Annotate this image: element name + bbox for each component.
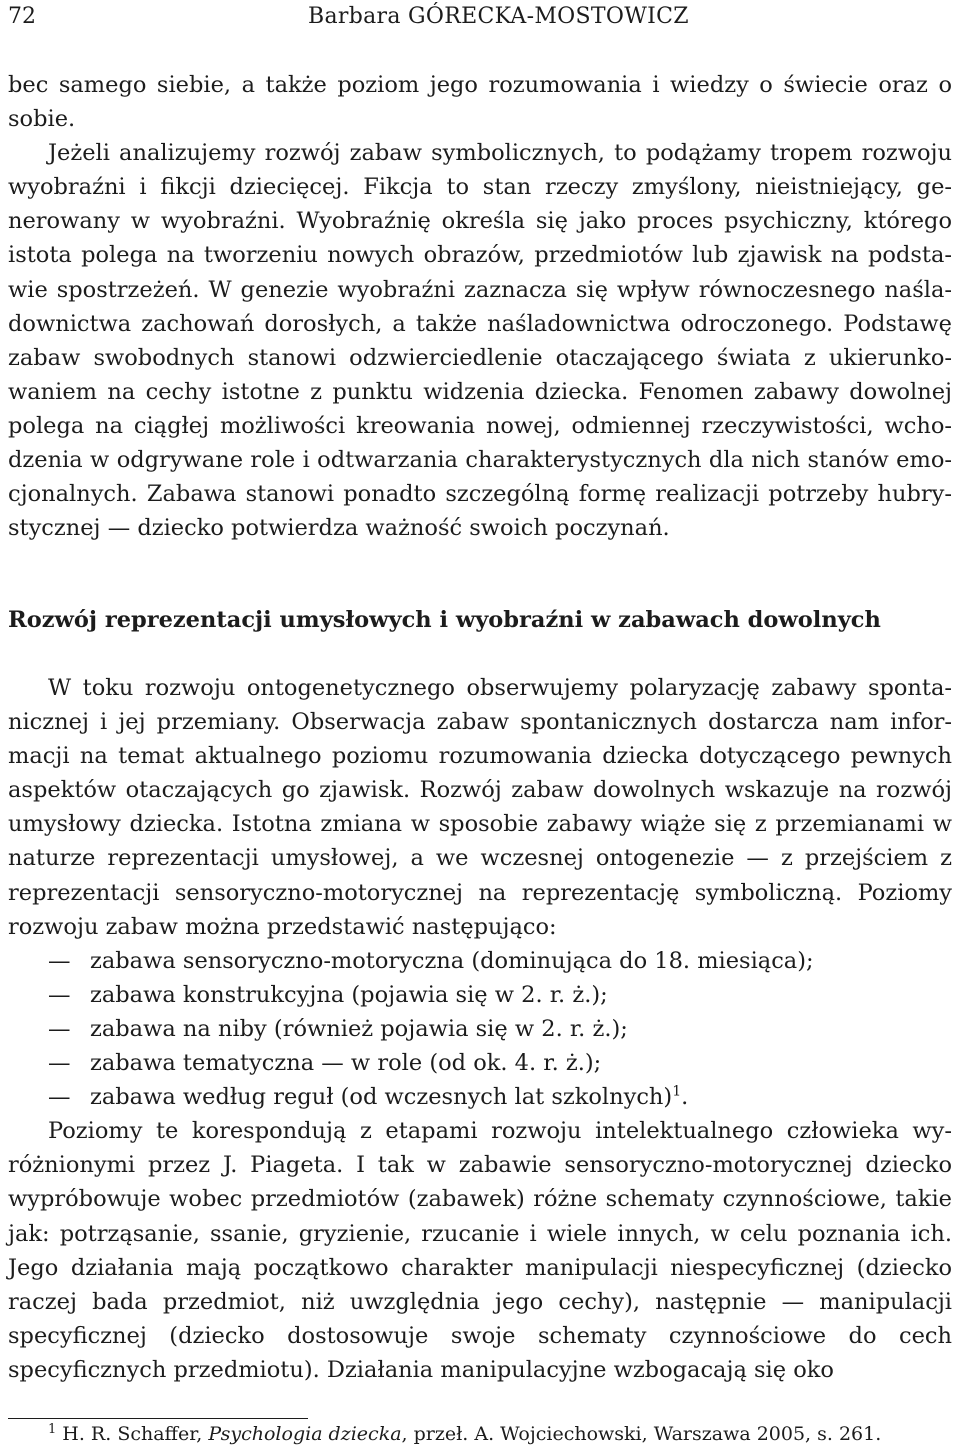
list-dash: — bbox=[48, 1050, 71, 1077]
list-dash: — bbox=[48, 981, 71, 1008]
footnote-text-before: H. R. Schaffer, bbox=[62, 1423, 209, 1445]
text-block-upper bbox=[8, 68, 952, 545]
play-levels-list bbox=[8, 944, 952, 1114]
list-item bbox=[8, 944, 952, 978]
section-heading: Rozwój reprezentacji umysłowych i wyobraźni w zabawach dowolnych bbox=[8, 607, 881, 633]
page-number: 72 bbox=[8, 4, 36, 29]
list-item-text: zabawa na niby (również pojawia się w 2. r. ż.); bbox=[90, 1015, 628, 1042]
list-item bbox=[8, 978, 952, 1012]
list-item bbox=[8, 1046, 952, 1080]
list-dash: — bbox=[48, 1015, 71, 1042]
list-item bbox=[8, 1012, 952, 1046]
list-item-text: zabawa według reguł (od wczesnych lat szkolnych) bbox=[90, 1084, 673, 1111]
list-dash: — bbox=[48, 947, 71, 974]
text-block-lower bbox=[8, 671, 952, 1387]
running-head bbox=[8, 4, 952, 34]
paragraph-piaget: Poziomy te korespondują z etapami rozwoju intelektualnego człowieka wyróżnionymi przez J. Piageta. I tak w zabawie sensoryczno-motorycznej dziecko wypróbowuje wobec przedmiotów (zabawek) różne schematy czynnościowe, takie jak: potrząsanie, ssanie, gryzienie, rzucanie i wiele innych, w celu poznania ich. Jego działania mają początkowo charakter manipulacji niespecyficznej (dziecko raczej bada przedmiot, niż uwzględnia jego cechy), następnie — manipulacji specyficznej (dziecko dostosowuje swoje schematy czynnościowe do cech specyficznych przedmiotu). Działania manipulacyjne wzbogacają się oko bbox=[8, 1118, 952, 1383]
footnote-mark: 1 bbox=[48, 1421, 57, 1437]
list-item bbox=[8, 1080, 952, 1114]
footnote-reference[interactable]: 1 bbox=[672, 1083, 682, 1100]
list-item-text: zabawa konstrukcyjna (pojawia się w 2. r. ż.); bbox=[90, 981, 608, 1008]
footnote bbox=[8, 1421, 952, 1447]
footnote-divider bbox=[8, 1418, 308, 1419]
list-dash: — bbox=[48, 1084, 71, 1111]
list-item-text: zabawa tematyczna — w role (od ok. 4. r. ż.); bbox=[90, 1050, 602, 1077]
paragraph-imagination: Jeżeli analizujemy rozwój zabaw symbolicznych, to podążamy tropem rozwoju wyobraźni i fikcji dziecięcej. Fikcja to stan rzeczy zmyślony, nieistniejący, generowany w wyobraźni. Wyobraźnię określa się jako proces psychiczny, którego istota polega na tworzeniu nowych obrazów, przedmiotów lub zjawisk na podstawie spostrzeżeń. W genezie wyobraźni zaznacza się wpływ równoczesnego naśladownictwa zachowań dorosłych, a także naśladownictwa odroczonego. Podstawę zabaw swobodnych stanowi odzwierciedlenie otaczającego świata z ukierunkowaniem na cechy istotne z punktu widzenia dziecka. Fenomen zabawy dowolnej polega na ciągłej możliwości kreowania nowej, odmiennej rzeczywistości, wchodzenia w odgrywane role i odtwarzania charakterystycznych dla nich stanów emocjonalnych. Zabawa stanowi ponadto szczególną formę realizacji potrzeby hubrystycznej — dziecko potwierdza ważność swoich poczynań. bbox=[8, 140, 952, 542]
running-head-author: Barbara GÓRECKA-MOSTOWICZ bbox=[308, 4, 689, 29]
footnote-book-title: Psychologia dziecka bbox=[208, 1423, 402, 1445]
paragraph-ontogeny: W toku rozwoju ontogenetycznego obserwujemy polaryzację zabawy spontanicznej i jej przemiany. Obserwacja zabaw spontanicznych dostarcza nam informacji na temat aktualnego poziomu rozumowania dziecka dotyczącego pewnych aspektów otaczających go zjawisk. Rozwój zabaw dowolnych wskazuje na rozwój umysłowy dziecka. Istotna zmiana w sposobie zabawy wiąże się z przemianami w naturze reprezentacji umysłowej, a we wczesnej ontogenezie — z przejściem z reprezentacji sensoryczno-motorycznej na reprezentację symboliczną. Poziomy rozwoju zabaw można przedstawić następująco: bbox=[8, 675, 952, 940]
list-item-text: zabawa sensoryczno-motoryczna (dominująca do 18. miesiąca); bbox=[90, 947, 814, 974]
footnote-text-after: , przeł. A. Wojciechowski, Warszawa 2005, s. 261. bbox=[401, 1423, 882, 1445]
paragraph-continued: bec samego siebie, a także poziom jego rozumowania i wiedzy o świecie oraz o sobie. bbox=[8, 72, 952, 133]
list-item-end: . bbox=[681, 1084, 689, 1111]
